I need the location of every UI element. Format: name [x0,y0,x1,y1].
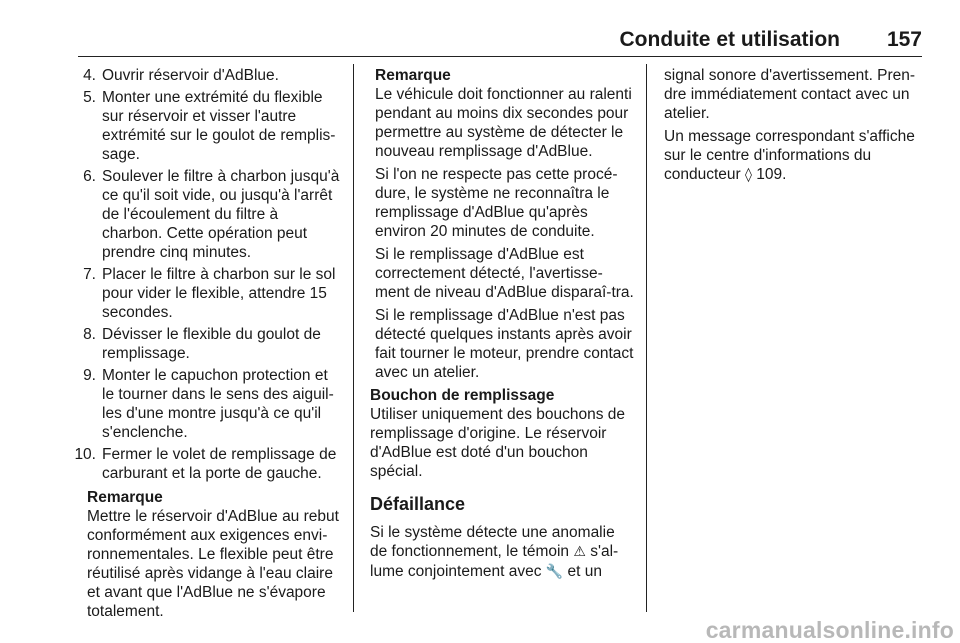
column-divider-1 [353,64,354,612]
note-paragraph: Le véhicule doit fonctionner au ralenti pendant au moins dix secondes pour permettre au système de détecter le nouveau remplissage d'AdBlue. [375,86,632,160]
column-1 [74,66,342,621]
page-reference-icon: ◊ [745,167,752,183]
note-block [370,66,636,382]
section-title: Défaillance [370,494,466,514]
page-number: 157 [886,28,922,51]
note-body: Mettre le réservoir d'AdBlue au rebut conformément aux exigences envi-ronnementales. Le flexible peut être réutilisé après vidange à l'eau claire et avant que l'AdBlue ne s'évapore totalement. [87,508,339,620]
list-item: 4. Ouvrir réservoir d'AdBlue. [83,67,279,84]
page-title: Conduite et utilisation [619,28,840,51]
paragraph: Un message correspondant s'affiche sur le centre d'informations du conducteur ◊ 109. [664,128,915,183]
note-title: Remarque [87,489,163,506]
list-item: 6. Soulever le filtre à charbon jusqu'à ce qu'il soit vide, ou jusqu'à l'arrêt de l'écoulement du filtre à charbon. Cette opération peut prendre cinq minutes. [83,168,340,261]
note-block [78,488,342,621]
watermark: carmanualsonline.info [705,617,954,643]
paragraph: signal sonore d'avertissement. Pren-dre immédiatement contact avec un atelier. [664,67,916,122]
column-3 [664,66,930,189]
list-item: 7. Placer le filtre à charbon sur le sol pour vider le flexible, attendre 15 secondes. [83,266,336,321]
column-divider-2 [646,64,647,612]
list-item: 9. Monter le capuchon protection et le tourner dans le sens des aiguil-les d'une montre jusqu'à ce qu'il s'enclenche. [83,367,334,441]
subsection-title: Bouchon de remplissage [370,387,555,404]
column-2 [370,66,636,586]
note-title: Remarque [375,67,451,84]
paragraph: Utiliser uniquement des bouchons de remplissage d'origine. Le réservoir d'AdBlue est doté d'un bouchon spécial. [370,406,626,480]
steps-list [74,66,342,483]
list-item: 5. Monter une extrémité du flexible sur réservoir et visser l'autre extrémité sur le goulot de remplis-sage. [83,89,336,163]
paragraph: Si le système détecte une anomalie de fonctionnement, le témoin ⚠ s'al-lume conjointement avec 🔧 et un [370,524,619,580]
note-paragraph: Si l'on ne respecte pas cette procé-dure, le système ne reconnaîtra le remplissage d'AdBlue qu'après environ 20 minutes de conduite. [375,166,618,240]
page-header [0,26,922,56]
list-item: 8. Dévisser le flexible du goulot de remplissage. [83,326,321,362]
page-reference-link[interactable]: 109. [756,166,787,183]
service-wrench-icon: 🔧 [545,564,564,580]
note-paragraph: Si le remplissage d'AdBlue n'est pas détecté quelques instants après avoir fait tourner le moteur, prendre contact avec un atelier. [375,307,634,381]
adblue-warning-icon: ⚠ [573,544,586,560]
header-divider [78,56,922,57]
note-paragraph: Si le remplissage d'AdBlue est correctement détecté, l'avertisse-ment de niveau d'AdBlue disparaî-tra. [375,246,634,301]
list-item: 10. Fermer le volet de remplissage de carburant et la porte de gauche. [74,446,337,482]
